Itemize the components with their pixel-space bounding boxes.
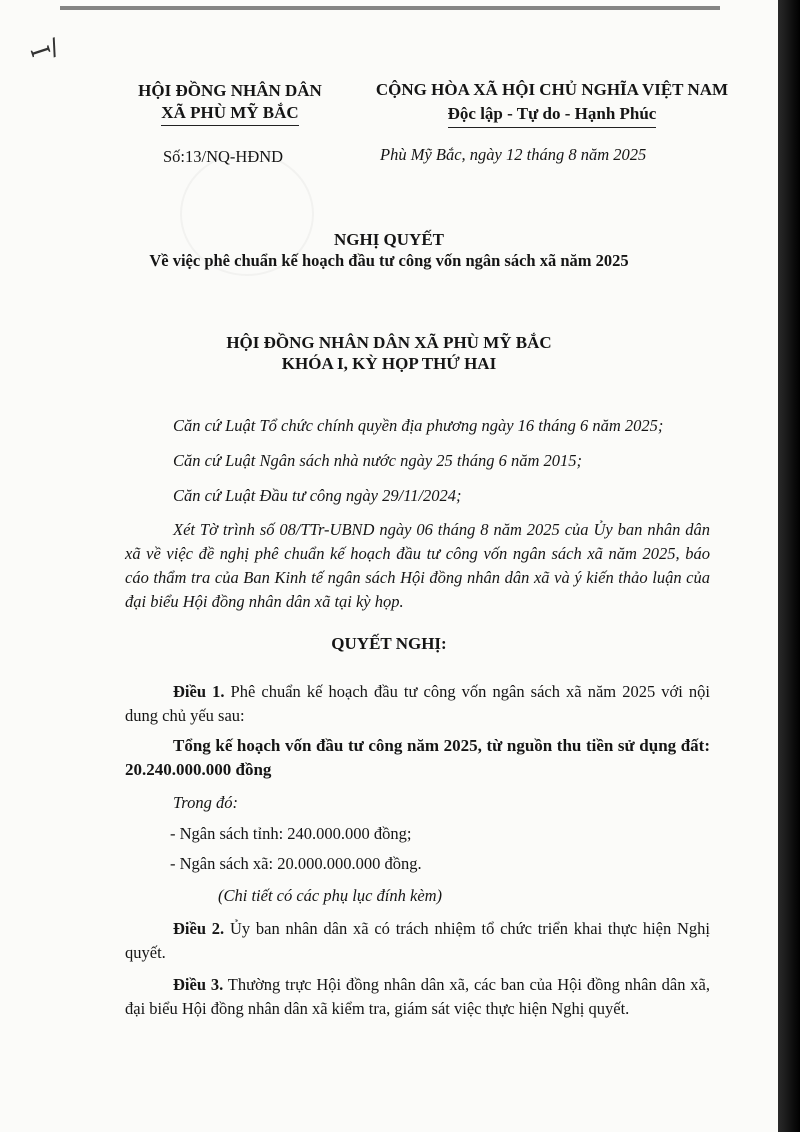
- org-line-1: HỘI ĐỒNG NHÂN DÂN: [138, 81, 322, 100]
- appendix-note: (Chi tiết có các phụ lục đính kèm): [218, 886, 443, 905]
- nation-motto: Độc lập - Tự do - Hạnh Phúc: [448, 102, 657, 128]
- article-1-label: Điều 1.: [173, 682, 225, 701]
- org-line-2: XÃ PHÙ MỸ BẮC: [161, 102, 298, 126]
- legal-basis-3: Căn cứ Luật Đầu tư công ngày 29/11/2024;: [173, 486, 462, 505]
- legal-basis-1: Căn cứ Luật Tổ chức chính quyền địa phương ngày 16 tháng 6 năm 2025;: [173, 416, 664, 435]
- council-name: HỘI ĐỒNG NHÂN DÂN XÃ PHÙ MỸ BẮC: [226, 333, 552, 352]
- article-2: [125, 917, 710, 965]
- scan-edge-line: [60, 6, 720, 10]
- legal-basis-2: Căn cứ Luật Ngân sách nhà nước ngày 25 tháng 6 năm 2015;: [173, 451, 583, 470]
- article-3-label: Điều 3.: [173, 975, 224, 994]
- consideration-paragraph: Xét Tờ trình số 08/TTr-UBND ngày 06 tháng 8 năm 2025 của Ủy ban nhân dân xã về việc đề nghị phê chuẩn kế hoạch đầu tư công vốn ngân sách xã năm 2025, báo cáo thẩm tra của Ban Kinh tế ngân sách Hội đồng nhân dân xã và ý kiến thảo luận của đại biểu Hội đồng nhân dân xã tại kỳ họp.: [125, 520, 710, 611]
- budget-item-province: - Ngân sách tỉnh: 240.000.000 đồng;: [170, 824, 412, 843]
- handwritten-mark: ꟷ/: [26, 32, 63, 70]
- in-which-label: Trong đó:: [173, 793, 238, 812]
- scan-border: [778, 0, 800, 1132]
- article-2-label: Điều 2.: [173, 919, 225, 938]
- article-1-text: Phê chuẩn kế hoạch đầu tư công vốn ngân sách xã năm 2025 với nội dung chủ yếu sau:: [125, 682, 711, 725]
- nation-name: CỘNG HÒA XÃ HỘI CHỦ NGHĨA VIỆT NAM: [375, 80, 729, 99]
- budget-item-commune: - Ngân sách xã: 20.000.000.000 đồng.: [170, 854, 422, 873]
- document-type: NGHỊ QUYẾT: [333, 230, 445, 249]
- decision-header: QUYẾT NGHỊ:: [331, 634, 447, 653]
- article-1: [125, 680, 710, 728]
- article-3: [125, 973, 710, 1021]
- council-session: KHÓA I, KỲ HỌP THỨ HAI: [281, 354, 497, 373]
- article-2-text: Ủy ban nhân dân xã có trách nhiệm tổ chức triển khai thực hiện Nghị quyết.: [125, 919, 711, 962]
- national-heading: [352, 78, 752, 128]
- issuing-organization: [110, 80, 350, 126]
- article-3-text: Thường trực Hội đồng nhân dân xã, các ban của Hội đồng nhân dân xã, đại biểu Hội đồng nhân dân xã kiểm tra, giám sát việc thực hiện Nghị quyết.: [125, 975, 710, 1018]
- place-and-date: Phù Mỹ Bắc, ngày 12 tháng 8 năm 2025: [380, 145, 647, 164]
- document-number: Số:13/NQ-HĐND: [163, 147, 284, 166]
- article-1-total: Tổng kế hoạch vốn đầu tư công năm 2025, từ nguồn thu tiền sử dụng đất: 20.240.000.000 đồng: [125, 736, 710, 779]
- document-subject: Về việc phê chuẩn kế hoạch đầu tư công vốn ngân sách xã năm 2025: [149, 251, 629, 270]
